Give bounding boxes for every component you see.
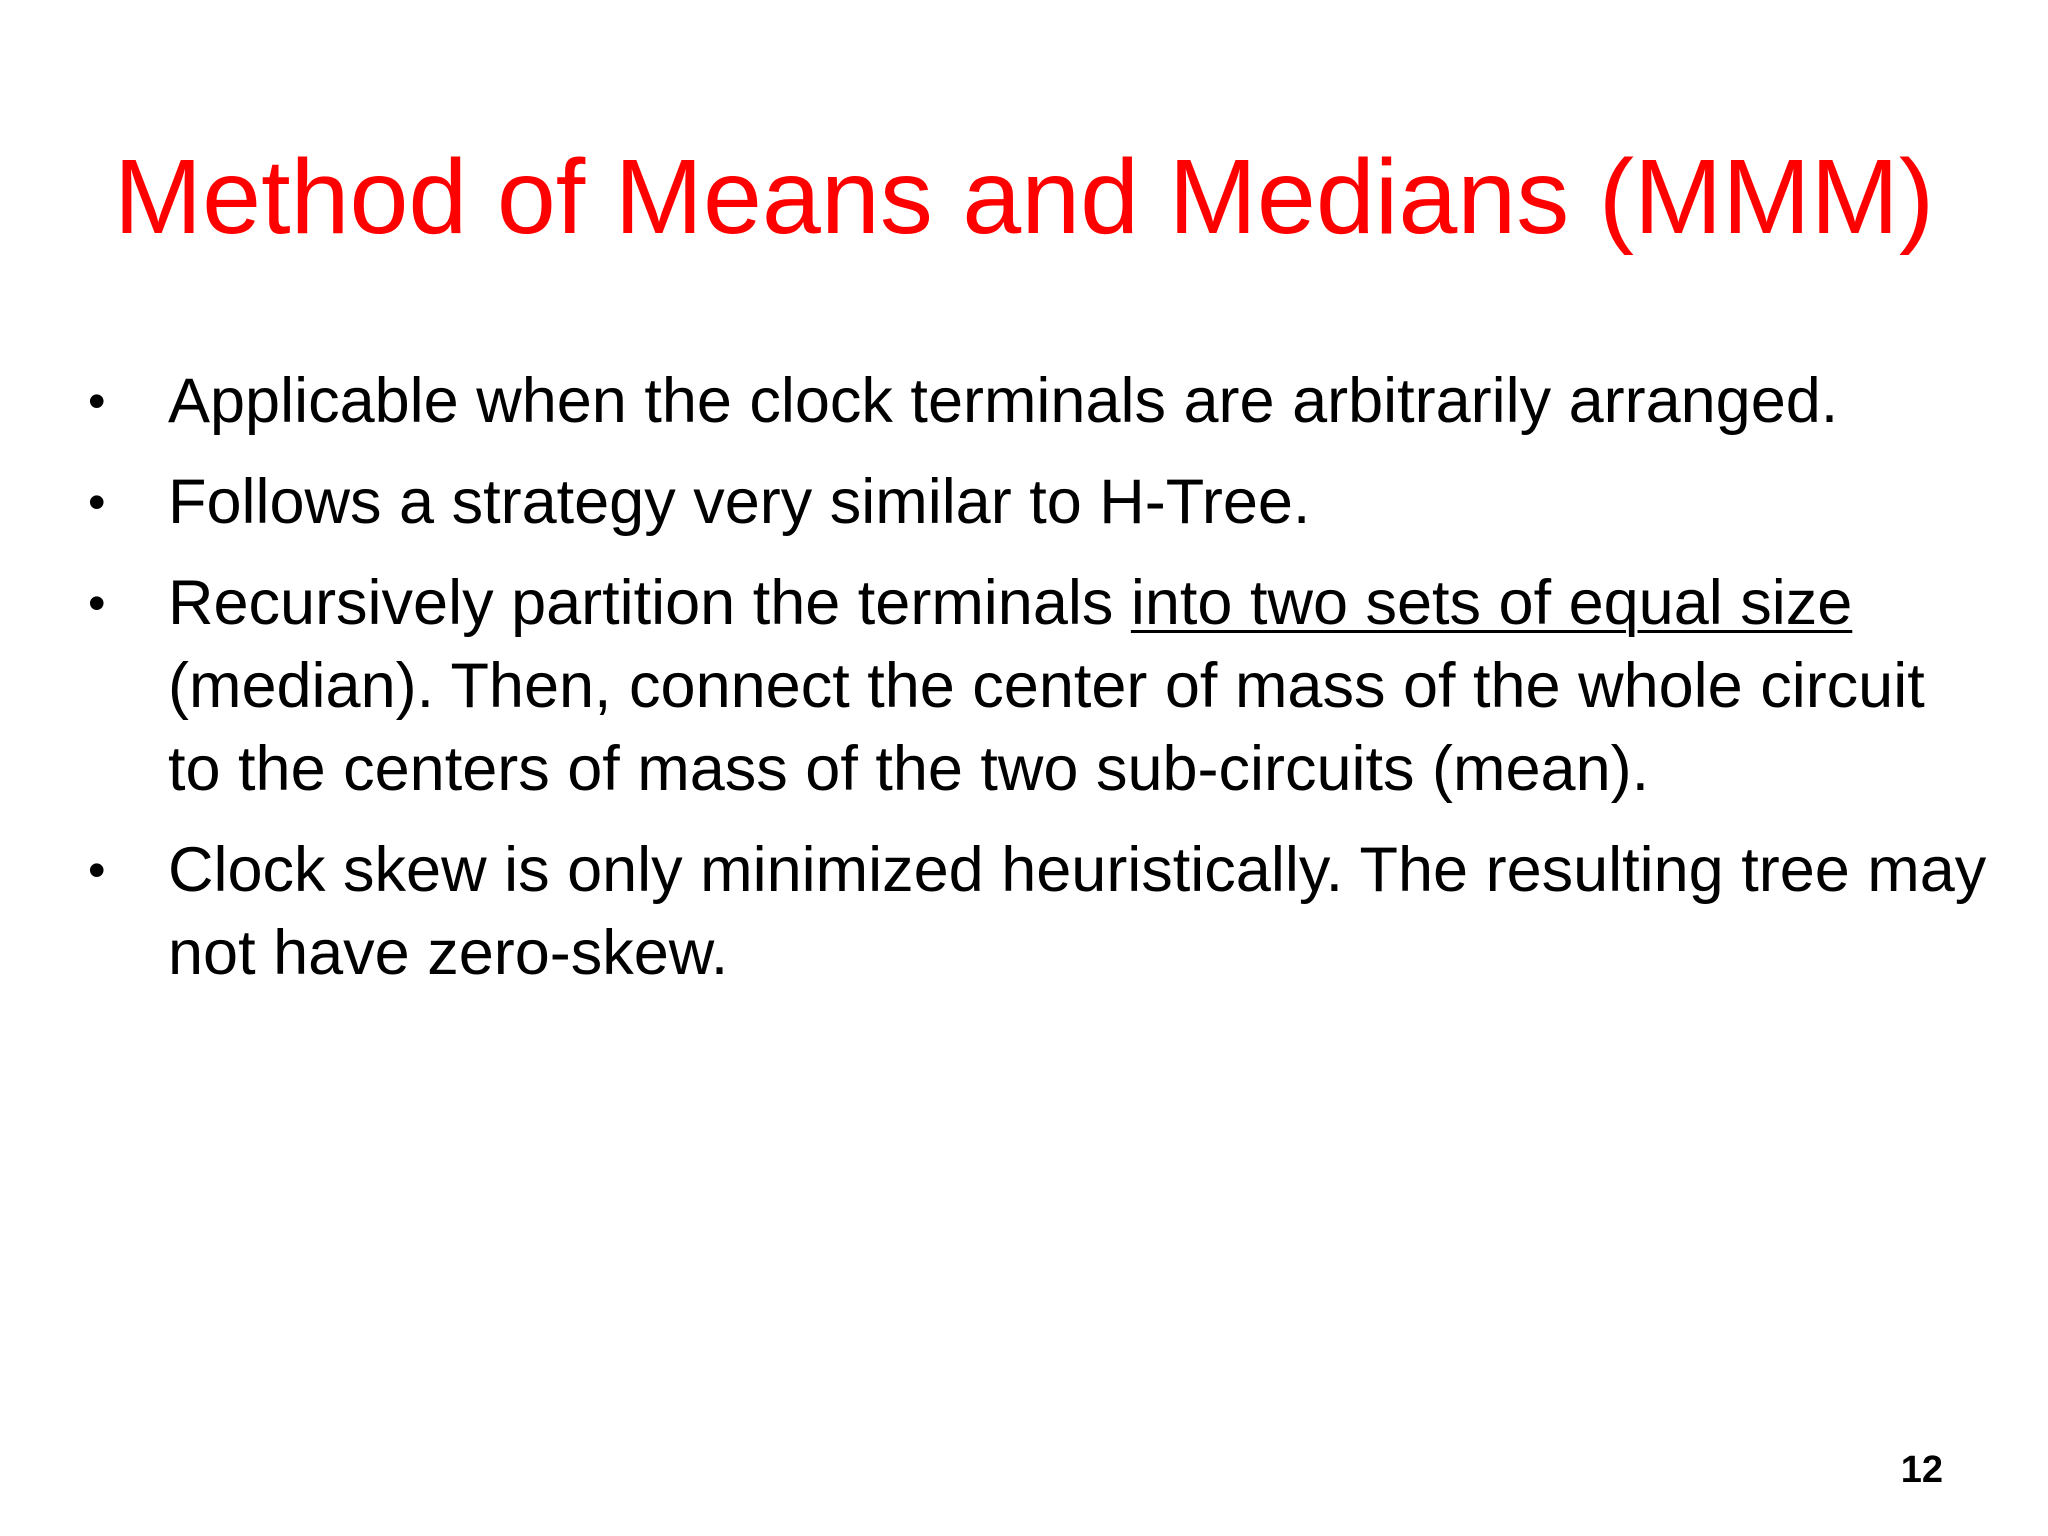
bullet-marker: • [88, 842, 106, 898]
slide-title: Method of Means and Medians (MMM) [113, 138, 1935, 256]
bullet-text: Clock skew is only minimized heuristically. The resulting tree may not have zero-skew. [168, 835, 1987, 988]
bullet-text-before: Recursively partition the terminals [168, 568, 1131, 638]
bullet-item-clock-skew [88, 829, 1988, 995]
bullet-text-underlined: into two sets of equal size [1130, 568, 1853, 638]
bullet-marker: • [88, 575, 106, 631]
bullet-text: Follows a strategy very similar to H-Tree. [168, 467, 1311, 537]
bullet-item-applicable [88, 360, 1988, 443]
bullet-text-after: (median). Then, connect the center of mass of the whole circuit to the centers of mass of the two sub-circuits (mean). [168, 651, 1925, 804]
page-number: 12 [1900, 1449, 1943, 1491]
bullet-item-strategy [88, 461, 1988, 544]
bullet-text: Applicable when the clock terminals are arbitrarily arranged. [168, 366, 1839, 436]
bullet-item-partition [88, 562, 1988, 811]
bullet-list [88, 360, 1988, 1013]
bullet-marker: • [88, 373, 106, 429]
bullet-marker: • [88, 474, 106, 530]
